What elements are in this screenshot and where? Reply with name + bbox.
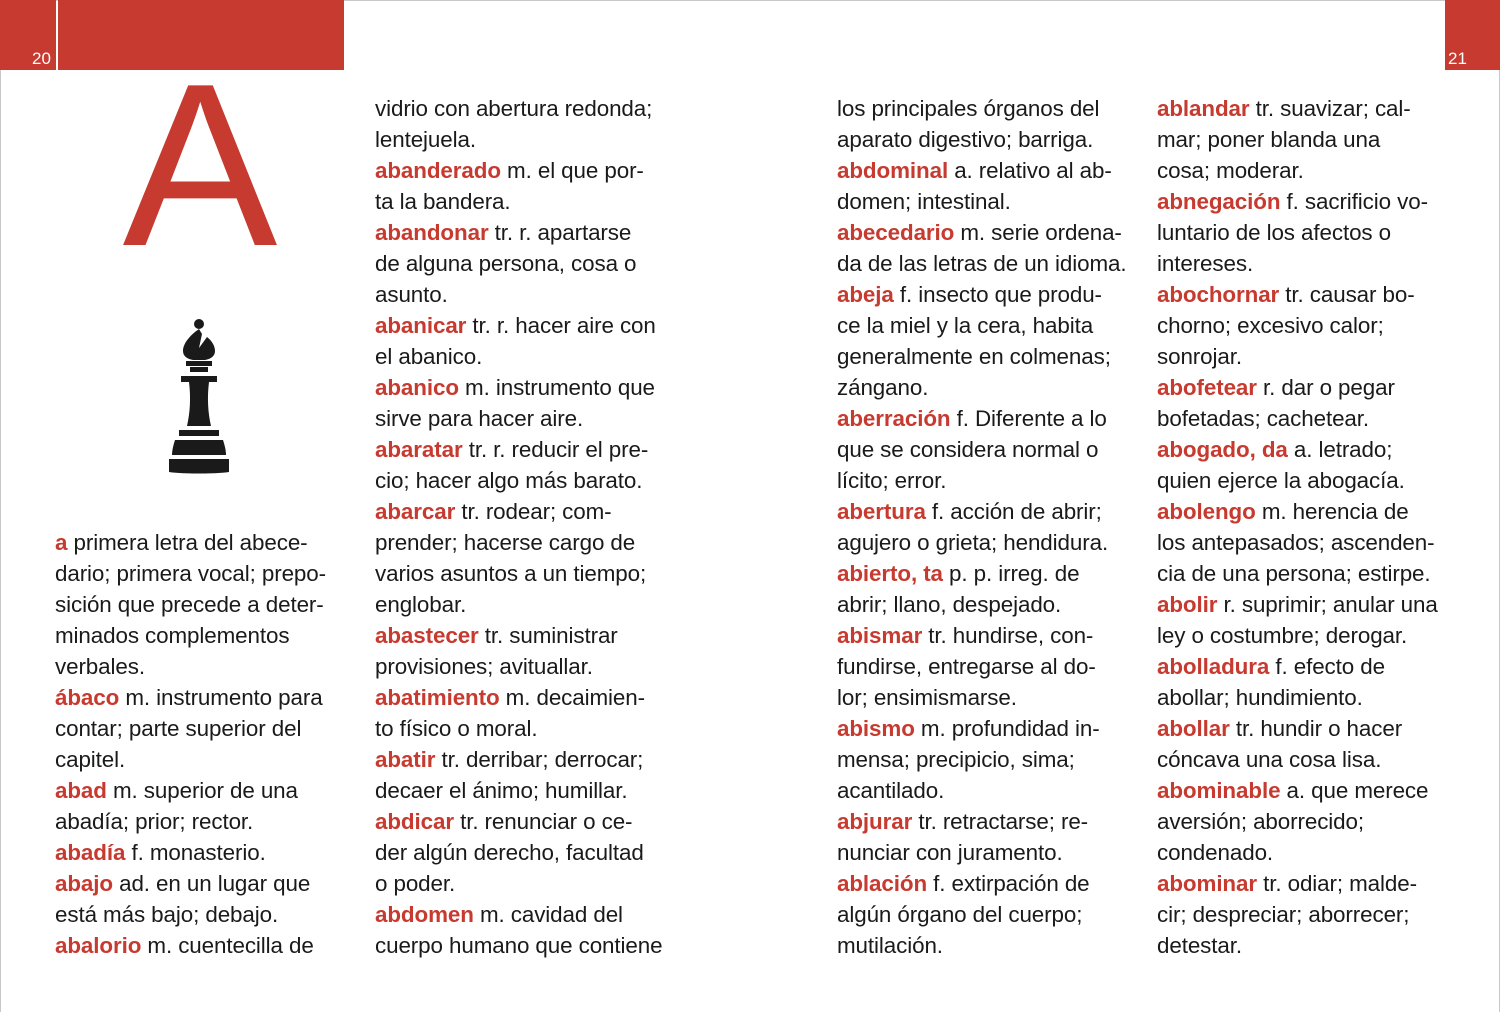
- definition-continuation: sirve para hacer aire.: [375, 406, 584, 431]
- dictionary-entry-line: [837, 713, 1127, 744]
- dictionary-entry-line: [1157, 651, 1438, 682]
- entry-headword: abadía: [55, 840, 126, 865]
- entry-headword: abjurar: [837, 809, 913, 834]
- entry-definition: ad. en un lugar que: [112, 871, 311, 896]
- definition-continuation: que se considera normal o: [837, 437, 1099, 462]
- entry-headword: abatimiento: [375, 685, 500, 710]
- dictionary-entry-line: [1157, 868, 1438, 899]
- dictionary-entry-line: [375, 682, 662, 713]
- entry-headword: abdicar: [375, 809, 454, 834]
- definition-continuation: detestar.: [1157, 933, 1242, 958]
- entry-headword: abajo: [55, 871, 113, 896]
- dictionary-entry-line: [837, 558, 1127, 589]
- definition-continuation: nunciar con juramento.: [837, 840, 1063, 865]
- entry-definition: f. monasterio.: [125, 840, 266, 865]
- definition-continuation: aversión; aborrecido;: [1157, 809, 1364, 834]
- chess-bishop-icon: [168, 318, 230, 474]
- entry-headword: abatir: [375, 747, 436, 772]
- dictionary-entry-line: [837, 403, 1127, 434]
- entry-headword: abandonar: [375, 220, 489, 245]
- entry-headword: abolir: [1157, 592, 1218, 617]
- definition-continuation: bofetadas; cachetear.: [1157, 406, 1370, 431]
- entry-headword: ablación: [837, 871, 928, 896]
- entry-definition: m. el que por-: [500, 158, 644, 183]
- dictionary-entry-line: [1157, 589, 1438, 620]
- entry-definition: tr. derribar; derrocar;: [435, 747, 644, 772]
- dictionary-entry-line: [375, 310, 662, 341]
- right-page-number: 21: [1448, 49, 1467, 68]
- entry-headword: abdomen: [375, 902, 474, 927]
- definition-continuation: mar; poner blanda una: [1157, 127, 1381, 152]
- definition-continuation: agujero o grieta; hendidura.: [837, 530, 1109, 555]
- entry-headword: abalorio: [55, 933, 142, 958]
- definition-continuation: lentejuela.: [375, 127, 476, 152]
- entry-headword: abastecer: [375, 623, 479, 648]
- entry-headword: abnegación: [1157, 189, 1281, 214]
- entry-definition: tr. r. reducir el pre-: [462, 437, 649, 462]
- entry-definition: tr. hundir o hacer: [1229, 716, 1403, 741]
- dictionary-entry-line: [837, 868, 1127, 899]
- dictionary-entry-line: [375, 744, 662, 775]
- dictionary-entry-line: [1157, 186, 1438, 217]
- definition-continuation: cia de una persona; estirpe.: [1157, 561, 1431, 586]
- definition-continuation: algún órgano del cuerpo;: [837, 902, 1083, 927]
- definition-continuation: el abanico.: [375, 344, 483, 369]
- page-left-border: [0, 0, 1, 1012]
- entry-definition: m. herencia de: [1255, 499, 1409, 524]
- dictionary-entry-line: [1157, 775, 1438, 806]
- entry-definition: m. instrumento que: [458, 375, 655, 400]
- entry-headword: ábaco: [55, 685, 120, 710]
- definition-continuation: dario; primera vocal; prepo-: [55, 561, 326, 586]
- dictionary-entry-line: [375, 217, 662, 248]
- entry-headword: abominable: [1157, 778, 1281, 803]
- entry-headword: abogado, da: [1157, 437, 1288, 462]
- dictionary-entry-line: [1157, 279, 1438, 310]
- entry-definition: tr. suavizar; cal-: [1249, 96, 1411, 121]
- entry-headword: abismo: [837, 716, 915, 741]
- entry-headword: abofetear: [1157, 375, 1257, 400]
- definition-continuation: capitel.: [55, 747, 126, 772]
- entry-headword: abolladura: [1157, 654, 1270, 679]
- definition-continuation: decaer el ánimo; humillar.: [375, 778, 628, 803]
- definition-continuation: abrir; llano, despejado.: [837, 592, 1062, 617]
- definition-continuation: lor; ensimismarse.: [837, 685, 1017, 710]
- definition-continuation: prender; hacerse cargo de: [375, 530, 636, 555]
- definition-continuation: sición que precede a deter-: [55, 592, 324, 617]
- entry-definition: m. profundidad in-: [914, 716, 1100, 741]
- definition-continuation: ley o costumbre; derogar.: [1157, 623, 1408, 648]
- entry-definition: f. Diferente a lo: [950, 406, 1107, 431]
- definition-continuation: zángano.: [837, 375, 929, 400]
- entry-headword: abdominal: [837, 158, 949, 183]
- entry-definition: m. instrumento para: [119, 685, 323, 710]
- definition-continuation: provisiones; avituallar.: [375, 654, 593, 679]
- entry-definition: p. p. irreg. de: [942, 561, 1080, 586]
- dictionary-entry-line: [55, 868, 326, 899]
- definition-continuation: generalmente en colmenas;: [837, 344, 1111, 369]
- entry-headword: abanicar: [375, 313, 467, 338]
- entry-definition: r. dar o pegar: [1256, 375, 1395, 400]
- entry-definition: m. cuentecilla de: [141, 933, 314, 958]
- entry-headword: abominar: [1157, 871, 1257, 896]
- entry-definition: f. insecto que produ-: [893, 282, 1102, 307]
- dictionary-column-4: [1157, 93, 1438, 961]
- dictionary-entry-line: [1157, 434, 1438, 465]
- entry-headword: abanico: [375, 375, 459, 400]
- dictionary-entry-line: [375, 155, 662, 186]
- dictionary-entry-line: [375, 806, 662, 837]
- definition-continuation: varios asuntos a un tiempo;: [375, 561, 647, 586]
- definition-continuation: los antepasados; ascenden-: [1157, 530, 1435, 555]
- definition-continuation: der algún derecho, facultad: [375, 840, 644, 865]
- left-page-number: 20: [32, 49, 51, 68]
- dictionary-entry-line: [837, 806, 1127, 837]
- dictionary-entry-line: [837, 155, 1127, 186]
- definition-continuation: contar; parte superior del: [55, 716, 302, 741]
- definition-continuation: de alguna persona, cosa o: [375, 251, 637, 276]
- entry-definition: m. decaimien-: [499, 685, 645, 710]
- entry-definition: a. letrado;: [1287, 437, 1393, 462]
- dictionary-entry-line: [1157, 713, 1438, 744]
- definition-continuation: sonrojar.: [1157, 344, 1242, 369]
- entry-headword: abismar: [837, 623, 923, 648]
- entry-headword: aberración: [837, 406, 951, 431]
- definition-continuation: condenado.: [1157, 840, 1274, 865]
- entry-definition: m. superior de una: [106, 778, 298, 803]
- dictionary-entry-line: [837, 217, 1127, 248]
- entry-headword: abochornar: [1157, 282, 1280, 307]
- definition-continuation: asunto.: [375, 282, 448, 307]
- dictionary-entry-line: [837, 620, 1127, 651]
- entry-definition: tr. r. apartarse: [488, 220, 632, 245]
- definition-continuation: quien ejerce la abogacía.: [1157, 468, 1405, 493]
- definition-continuation: domen; intestinal.: [837, 189, 1011, 214]
- definition-continuation: cir; despreciar; aborrecer;: [1157, 902, 1410, 927]
- entry-headword: ablandar: [1157, 96, 1250, 121]
- section-letter: A: [122, 36, 278, 295]
- definition-continuation: cio; hacer algo más barato.: [375, 468, 643, 493]
- dictionary-entry-line: [55, 682, 326, 713]
- dictionary-entry-line: [1157, 496, 1438, 527]
- definition-continuation: acantilado.: [837, 778, 945, 803]
- definition-continuation: englobar.: [375, 592, 467, 617]
- entry-headword: abertura: [837, 499, 926, 524]
- definition-continuation: los principales órganos del: [837, 96, 1100, 121]
- definition-continuation: aparato digestivo; barriga.: [837, 127, 1094, 152]
- entry-headword: abecedario: [837, 220, 955, 245]
- dictionary-entry-line: [375, 372, 662, 403]
- entry-definition: tr. rodear; com-: [455, 499, 612, 524]
- entry-headword: abolengo: [1157, 499, 1256, 524]
- entry-headword: abad: [55, 778, 107, 803]
- definition-continuation: chorno; excesivo calor;: [1157, 313, 1384, 338]
- entry-definition: m. serie ordena-: [954, 220, 1122, 245]
- definition-continuation: to físico o moral.: [375, 716, 538, 741]
- dictionary-entry-line: [55, 527, 326, 558]
- definition-continuation: minados complementos: [55, 623, 290, 648]
- definition-continuation: intereses.: [1157, 251, 1254, 276]
- dictionary-entry-line: [375, 899, 662, 930]
- dictionary-entry-line: [375, 434, 662, 465]
- entry-definition: a. relativo al ab-: [948, 158, 1112, 183]
- entry-headword: abarcar: [375, 499, 456, 524]
- dictionary-entry-line: [55, 775, 326, 806]
- entry-definition: m. cavidad del: [473, 902, 623, 927]
- entry-definition: tr. hundirse, con-: [922, 623, 1094, 648]
- dictionary-column-2: [375, 93, 662, 961]
- entry-definition: tr. r. hacer aire con: [466, 313, 656, 338]
- entry-definition: f. efecto de: [1269, 654, 1385, 679]
- entry-headword: abanderado: [375, 158, 501, 183]
- entry-headword: a: [55, 530, 68, 555]
- definition-continuation: fundirse, entregarse al do-: [837, 654, 1096, 679]
- definition-continuation: vidrio con abertura redonda;: [375, 96, 653, 121]
- definition-continuation: ta la bandera.: [375, 189, 511, 214]
- dictionary-entry-line: [375, 620, 662, 651]
- definition-continuation: cuerpo humano que contiene: [375, 933, 663, 958]
- entry-definition: tr. odiar; malde-: [1256, 871, 1417, 896]
- entry-definition: a. que merece: [1280, 778, 1429, 803]
- definition-continuation: verbales.: [55, 654, 145, 679]
- definition-continuation: abadía; prior; rector.: [55, 809, 254, 834]
- definition-continuation: mensa; precipicio, sima;: [837, 747, 1075, 772]
- definition-continuation: da de las letras de un idioma.: [837, 251, 1127, 276]
- entry-headword: abeja: [837, 282, 894, 307]
- entry-definition: f. extirpación de: [927, 871, 1090, 896]
- dictionary-column-1: [55, 527, 326, 961]
- entry-headword: abaratar: [375, 437, 463, 462]
- entry-definition: f. acción de abrir;: [925, 499, 1102, 524]
- entry-headword: abierto, ta: [837, 561, 943, 586]
- entry-definition: r. suprimir; anular una: [1217, 592, 1438, 617]
- definition-continuation: cosa; moderar.: [1157, 158, 1304, 183]
- definition-continuation: luntario de los afectos o: [1157, 220, 1391, 245]
- dictionary-entry-line: [55, 837, 326, 868]
- definition-continuation: o poder.: [375, 871, 456, 896]
- definition-continuation: abollar; hundimiento.: [1157, 685, 1363, 710]
- entry-definition: tr. renunciar o ce-: [453, 809, 633, 834]
- entry-definition: tr. retractarse; re-: [912, 809, 1089, 834]
- definition-continuation: ce la miel y la cera, habita: [837, 313, 1094, 338]
- definition-continuation: mutilación.: [837, 933, 943, 958]
- dictionary-entry-line: [837, 279, 1127, 310]
- dictionary-entry-line: [837, 496, 1127, 527]
- dictionary-entry-line: [1157, 372, 1438, 403]
- dictionary-entry-line: [1157, 93, 1438, 124]
- definition-continuation: cóncava una cosa lisa.: [1157, 747, 1382, 772]
- dictionary-entry-line: [55, 930, 326, 961]
- definition-continuation: lícito; error.: [837, 468, 947, 493]
- definition-continuation: está más bajo; debajo.: [55, 902, 279, 927]
- entry-headword: abollar: [1157, 716, 1230, 741]
- entry-definition: tr. causar bo-: [1279, 282, 1415, 307]
- dictionary-entry-line: [375, 496, 662, 527]
- entry-definition: tr. suministrar: [478, 623, 618, 648]
- entry-definition: f. sacrificio vo-: [1280, 189, 1428, 214]
- dictionary-column-3: [837, 93, 1127, 961]
- entry-definition: primera letra del abece-: [67, 530, 308, 555]
